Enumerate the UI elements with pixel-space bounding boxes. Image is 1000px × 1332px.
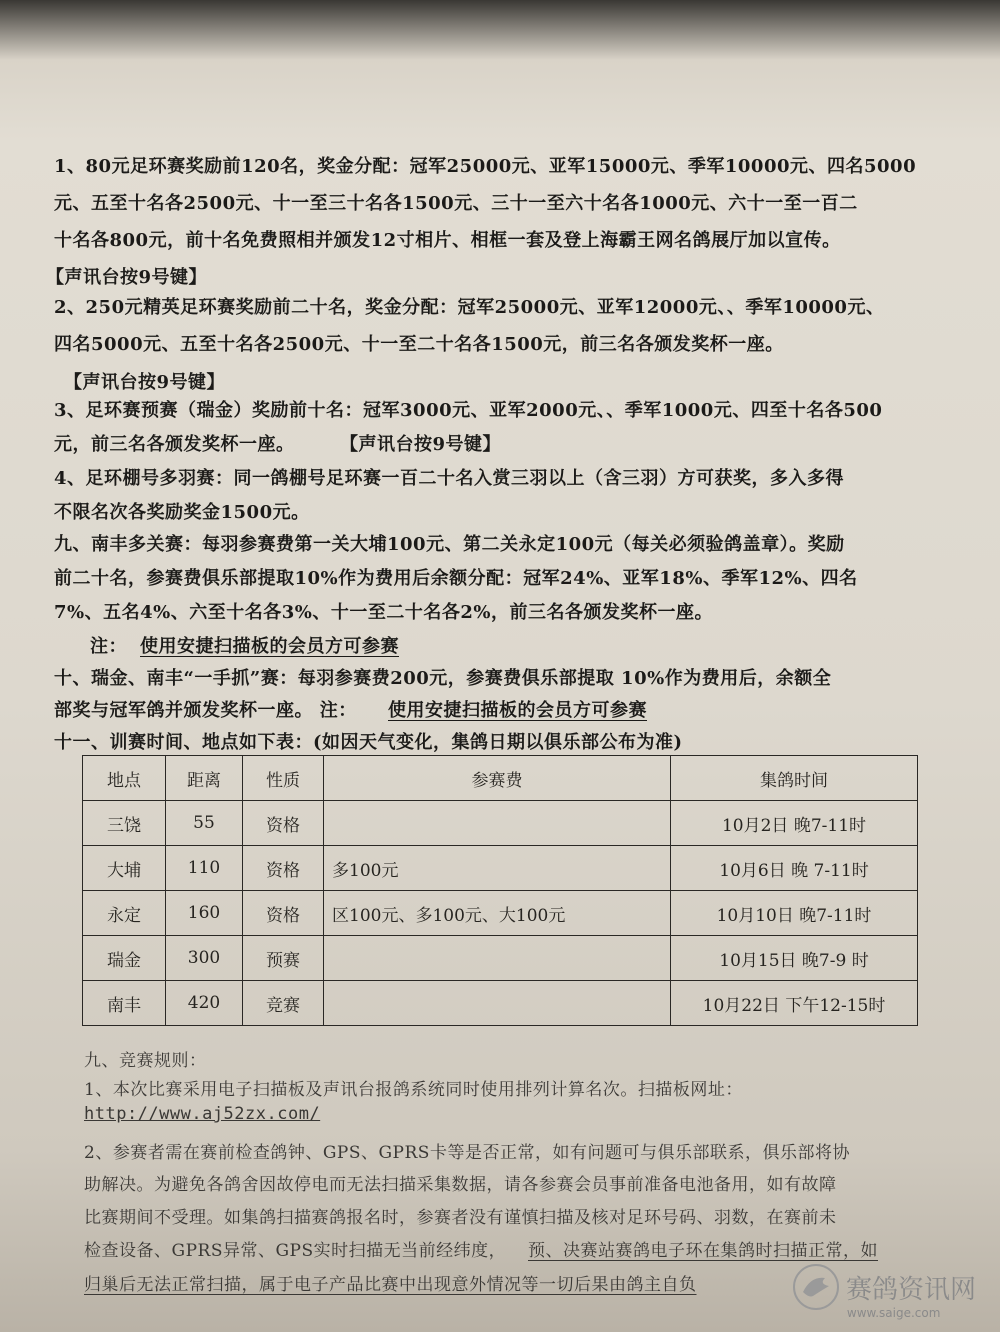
cell-time: 10月6日 晚 7-11时 bbox=[671, 846, 918, 891]
text-line: 7%、五名4%、六至十名各3%、十一至二十名各2%，前三名各颁发奖杯一座。 bbox=[54, 602, 714, 623]
rules-line: 1、本次比赛采用电子扫描板及声讯台报鸽系统同时使用排列计算名次。扫描板网址： bbox=[84, 1080, 743, 1100]
pigeon-logo-icon bbox=[791, 1262, 841, 1312]
table-row bbox=[83, 981, 918, 1026]
hotline-tag: 【声讯台按9号键】 bbox=[46, 267, 208, 288]
rules-line-underlined: 归巢后无法正常扫描，属于电子产品比赛中出现意外情况等一切后果由鸽主自负 bbox=[84, 1275, 697, 1295]
cell-fee: 区100元、多100元、大100元 bbox=[324, 891, 671, 936]
hotline-tag: 【声讯台按9号键】 bbox=[64, 372, 226, 393]
rules-line: 检查设备、GPRS异常、GPS实时扫描无当前经纬度， bbox=[84, 1241, 507, 1261]
training-schedule-table bbox=[82, 755, 918, 1026]
text-line: 十、瑞金、南丰“一手抓”赛：每羽参赛费200元，参赛费俱乐部提取 10%作为费用后，余额全 bbox=[54, 668, 832, 689]
note-text: 使用安捷扫描板的会员方可参赛 bbox=[140, 636, 399, 657]
text-line: 3、足环赛预赛（瑞金）奖励前十名：冠军3000元、亚军2000元、、季军1000元、四至十名各500 bbox=[54, 400, 883, 421]
text-line: 2、250元精英足环赛奖励前二十名，奖金分配：冠军25000元、亚军12000元、、季军10000元、 bbox=[54, 297, 885, 318]
cell-distance: 160 bbox=[166, 891, 243, 936]
cell-fee bbox=[324, 801, 671, 846]
hotline-tag: 【声讯台按9号键】 bbox=[340, 434, 502, 455]
header-cell: 性质 bbox=[243, 756, 324, 801]
rules-line: 助解决。为避免各鸽舍因故停电而无法扫描采集数据，请各参赛会员事前准备电池备用，如有故障 bbox=[84, 1175, 837, 1195]
rules-line: 比赛期间不受理。如集鸽扫描赛鸽报名时，参赛者没有谨慎扫描及核对足环号码、羽数，在赛前未 bbox=[84, 1208, 837, 1228]
header-cell: 地点 bbox=[83, 756, 166, 801]
text-line: 十一、训赛时间、地点如下表：(如因天气变化，集鸽日期以俱乐部公布为准) bbox=[54, 732, 683, 753]
table-header-row bbox=[83, 756, 918, 801]
rules-heading: 九、竞赛规则： bbox=[84, 1051, 207, 1071]
cell-type: 预赛 bbox=[243, 936, 324, 981]
header-cell: 集鸽时间 bbox=[671, 756, 918, 801]
text-line: 不限名次各奖励奖金1500元。 bbox=[54, 502, 310, 523]
cell-place: 瑞金 bbox=[83, 936, 166, 981]
cell-type: 资格 bbox=[243, 846, 324, 891]
cell-place: 三饶 bbox=[83, 801, 166, 846]
note-label: 注： bbox=[90, 636, 127, 657]
cell-type: 资格 bbox=[243, 801, 324, 846]
table-row bbox=[83, 846, 918, 891]
table-row bbox=[83, 891, 918, 936]
cell-fee: 多100元 bbox=[324, 846, 671, 891]
watermark-name: 赛鸽资讯网 bbox=[845, 1274, 976, 1305]
rules-line: 2、参赛者需在赛前检查鸽钟、GPS、GPRS卡等是否正常，如有问题可与俱乐部联系，俱乐部将协 bbox=[84, 1143, 850, 1163]
cell-distance: 110 bbox=[166, 846, 243, 891]
cell-type: 资格 bbox=[243, 891, 324, 936]
rules-line-underlined: 预、决赛站赛鸽电子环在集鸽时扫描正常，如 bbox=[528, 1241, 878, 1261]
cell-fee bbox=[324, 981, 671, 1026]
header-cell: 参赛费 bbox=[324, 756, 671, 801]
text-line: 九、南丰多关赛：每羽参赛费第一关大埔100元、第二关永定100元（每关必须验鸽盖章）。奖励 bbox=[54, 534, 845, 555]
text-line: 4、足环棚号多羽赛：同一鸽棚号足环赛一百二十名入赏三羽以上（含三羽）方可获奖，多入多得 bbox=[54, 468, 845, 489]
cell-time: 10月10日 晚7-11时 bbox=[671, 891, 918, 936]
header-cell: 距离 bbox=[166, 756, 243, 801]
text-line: 元，前三名各颁发奖杯一座。 bbox=[54, 434, 295, 455]
cell-place: 永定 bbox=[83, 891, 166, 936]
text-line: 十名各800元，前十名免费照相并颁发12寸相片、相框一套及登上海霸王网名鸽展厅加以宣传。 bbox=[54, 230, 841, 251]
cell-distance: 420 bbox=[166, 981, 243, 1026]
cell-place: 大埔 bbox=[83, 846, 166, 891]
cell-time: 10月15日 晚7-9 时 bbox=[671, 936, 918, 981]
watermark bbox=[791, 1262, 976, 1320]
text-line: 前二十名，参赛费俱乐部提取10%作为费用后余额分配：冠军24%、亚军18%、季军12%、四名 bbox=[54, 568, 858, 589]
cell-distance: 55 bbox=[166, 801, 243, 846]
cell-time: 10月22日 下午12-15时 bbox=[671, 981, 918, 1026]
text-line: 1、80元足环赛奖励前120名，奖金分配：冠军25000元、亚军15000元、季军10000元、四名5000 bbox=[54, 156, 917, 177]
text-line: 元、五至十名各2500元、十一至三十名各1500元、三十一至六十名各1000元、六十一至一百二 bbox=[54, 193, 858, 214]
table-row bbox=[83, 801, 918, 846]
text-line: 四名5000元、五至十名各2500元、十一至二十名各1500元，前三名各颁发奖杯一座。 bbox=[54, 334, 784, 355]
cell-place: 南丰 bbox=[83, 981, 166, 1026]
watermark-url: www.saige.com bbox=[846, 1306, 941, 1320]
cell-fee bbox=[324, 936, 671, 981]
cell-type: 竞赛 bbox=[243, 981, 324, 1026]
scanner-url-link[interactable]: http://www.aj52zx.com/ bbox=[84, 1104, 321, 1124]
text-line: 部奖与冠军鸽并颁发奖杯一座。 注： bbox=[54, 700, 357, 721]
table-row bbox=[83, 936, 918, 981]
note-text: 使用安捷扫描板的会员方可参赛 bbox=[388, 700, 647, 721]
cell-time: 10月2日 晚7-11时 bbox=[671, 801, 918, 846]
cell-distance: 300 bbox=[166, 936, 243, 981]
